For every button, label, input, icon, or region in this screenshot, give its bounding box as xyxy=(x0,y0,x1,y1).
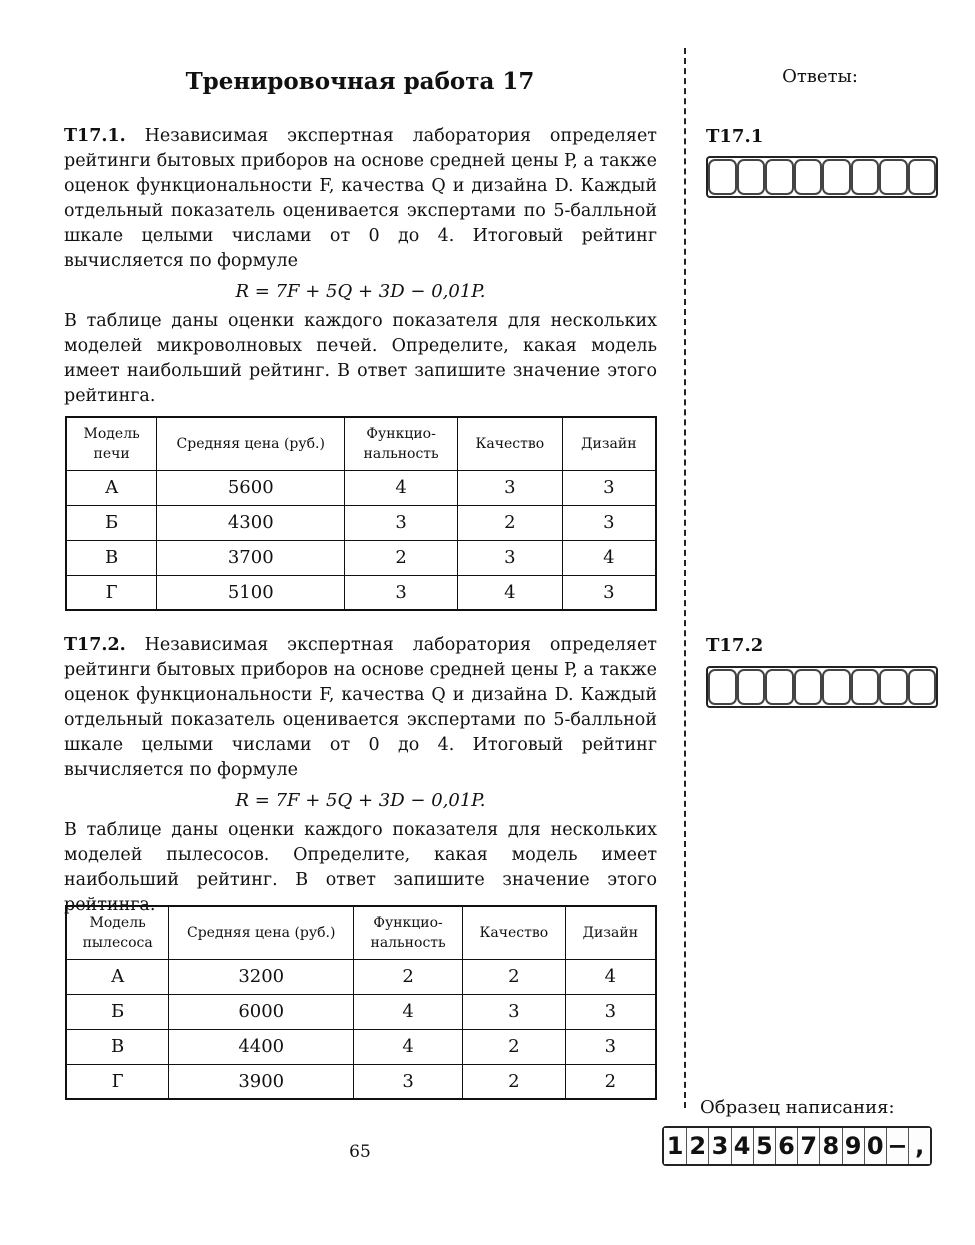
answer-label-t17-2: T17.2 xyxy=(706,635,764,656)
table-cell: 2 xyxy=(345,540,458,575)
sample-char: 7 xyxy=(797,1128,819,1164)
answer-cell[interactable] xyxy=(737,669,766,705)
table-cell: 3 xyxy=(462,994,565,1029)
answer-cell[interactable] xyxy=(851,159,880,195)
problem-intro-text: Независимая экспертная лаборатория определяет рейтинги бытовых приборов на основе средней цены P, а также оценок функциональности F, качества Q и дизайна D. Каждый отдельный показатель оценивается экспертами по 5-балльной шкале целыми числами от 0 до 4. Итоговый рейтинг вычисляется по формуле xyxy=(64,126,657,271)
table-cell: А xyxy=(66,470,157,505)
table-cell: 3900 xyxy=(169,1064,354,1099)
sample-char: 8 xyxy=(819,1128,841,1164)
sample-char: 2 xyxy=(686,1128,708,1164)
answer-cell[interactable] xyxy=(794,159,823,195)
table-cell: 3 xyxy=(562,470,656,505)
table-cell: 3 xyxy=(565,1029,656,1064)
answer-cell[interactable] xyxy=(879,159,908,195)
formula: R = 7F + 5Q + 3D − 0,01P. xyxy=(235,790,486,811)
table-cell: Г xyxy=(66,575,157,610)
column-header: Средняя цена (руб.) xyxy=(169,906,354,959)
table-cell: 3 xyxy=(562,575,656,610)
cut-line-divider xyxy=(684,48,686,1108)
table-cell: 4 xyxy=(345,470,458,505)
answer-cell[interactable] xyxy=(765,669,794,705)
table-row xyxy=(66,994,656,1029)
problem-intro xyxy=(64,124,657,274)
table-cell: Б xyxy=(66,505,157,540)
answers-header: Ответы: xyxy=(782,66,858,87)
answer-field-t17-2[interactable] xyxy=(706,666,938,708)
answer-cell[interactable] xyxy=(822,159,851,195)
table-cell: 4 xyxy=(354,1029,463,1064)
table-cell: 5600 xyxy=(157,470,345,505)
table-cell: В xyxy=(66,540,157,575)
table-row xyxy=(66,575,656,610)
column-header: Модель печи xyxy=(66,417,157,470)
table-cell: 3700 xyxy=(157,540,345,575)
table-row xyxy=(66,540,656,575)
table-cell: 3200 xyxy=(169,959,354,994)
problem-task: В таблице даны оценки каждого показателя для нескольких моделей микроволновых печей. Определите, какая модель имеет наибольший рейтинг. В ответ запишите значение этого рейтинга. xyxy=(64,311,657,406)
table-row xyxy=(66,470,656,505)
problem-t17-2 xyxy=(64,633,657,918)
sample-char: 5 xyxy=(753,1128,775,1164)
answer-label-t17-1: T17.1 xyxy=(706,126,764,147)
answer-cell[interactable] xyxy=(708,669,737,705)
sample-char: , xyxy=(908,1128,930,1164)
sample-char: 3 xyxy=(708,1128,730,1164)
answer-cell[interactable] xyxy=(879,669,908,705)
column-header: Качество xyxy=(462,906,565,959)
table-cell: 2 xyxy=(462,1029,565,1064)
sample-writing-label: Образец написания: xyxy=(700,1097,895,1118)
problem-id: T17.1. xyxy=(64,126,126,146)
table-cell: В xyxy=(66,1029,169,1064)
table-cell: 4 xyxy=(565,959,656,994)
table-cell: 2 xyxy=(354,959,463,994)
table-cell: 2 xyxy=(462,1064,565,1099)
table-cell: 3 xyxy=(457,470,562,505)
table-row xyxy=(66,1029,656,1064)
answer-cell[interactable] xyxy=(822,669,851,705)
table-cell: 6000 xyxy=(169,994,354,1029)
page-title: Тренировочная работа 17 xyxy=(185,68,535,95)
sample-char: 4 xyxy=(731,1128,753,1164)
answer-cell[interactable] xyxy=(794,669,823,705)
table-cell: 2 xyxy=(457,505,562,540)
column-header: Функцио-нальность xyxy=(345,417,458,470)
table-row xyxy=(66,505,656,540)
table-cell: 3 xyxy=(565,994,656,1029)
sample-char: 1 xyxy=(664,1128,686,1164)
problem-t17-1 xyxy=(64,124,657,409)
ratings-table-microwaves xyxy=(65,416,657,611)
table-cell: 3 xyxy=(345,505,458,540)
table-cell: Г xyxy=(66,1064,169,1099)
column-header: Дизайн xyxy=(565,906,656,959)
table-cell: 3 xyxy=(562,505,656,540)
answer-cell[interactable] xyxy=(708,159,737,195)
sample-writing-strip xyxy=(662,1126,932,1166)
table-cell: 4 xyxy=(354,994,463,1029)
table-cell: 4400 xyxy=(169,1029,354,1064)
table-cell: 3 xyxy=(354,1064,463,1099)
answer-cell[interactable] xyxy=(908,669,937,705)
problem-id: T17.2. xyxy=(64,635,126,655)
problem-intro-text: Независимая экспертная лаборатория определяет рейтинги бытовых приборов на основе средней цены P, а также оценок функциональности F, качества Q и дизайна D. Каждый отдельный показатель оценивается экспертами по 5-балльной шкале целыми числами от 0 до 4. Итоговый рейтинг вычисляется по формуле xyxy=(64,635,657,780)
sample-char: − xyxy=(886,1128,908,1164)
sample-char: 6 xyxy=(775,1128,797,1164)
table-header-row xyxy=(66,906,656,959)
formula: R = 7F + 5Q + 3D − 0,01P. xyxy=(235,281,486,302)
table-cell: 3 xyxy=(345,575,458,610)
table-cell: А xyxy=(66,959,169,994)
answer-cell[interactable] xyxy=(908,159,937,195)
table-cell: 4 xyxy=(562,540,656,575)
answer-cell[interactable] xyxy=(765,159,794,195)
table-cell: 4300 xyxy=(157,505,345,540)
answer-cell[interactable] xyxy=(737,159,766,195)
table-cell: 3 xyxy=(457,540,562,575)
answer-field-t17-1[interactable] xyxy=(706,156,938,198)
ratings-table-vacuums xyxy=(65,905,657,1100)
table-row xyxy=(66,1064,656,1099)
table-cell: Б xyxy=(66,994,169,1029)
column-header: Функцио-нальность xyxy=(354,906,463,959)
table-cell: 4 xyxy=(457,575,562,610)
column-header: Модель пылесоса xyxy=(66,906,169,959)
sample-char: 0 xyxy=(864,1128,886,1164)
column-header: Качество xyxy=(457,417,562,470)
answer-cell[interactable] xyxy=(851,669,880,705)
column-header: Средняя цена (руб.) xyxy=(157,417,345,470)
page-number: 65 xyxy=(349,1142,371,1162)
table-cell: 2 xyxy=(462,959,565,994)
sample-char: 9 xyxy=(842,1128,864,1164)
problem-intro xyxy=(64,633,657,783)
table-row xyxy=(66,959,656,994)
table-cell: 5100 xyxy=(157,575,345,610)
column-header: Дизайн xyxy=(562,417,656,470)
table-header-row xyxy=(66,417,656,470)
table-cell: 2 xyxy=(565,1064,656,1099)
problem-task: В таблице даны оценки каждого показателя для нескольких моделей пылесосов. Определите, какая модель имеет наибольший рейтинг. В ответ запишите значение этого рейтинга. xyxy=(64,820,657,915)
